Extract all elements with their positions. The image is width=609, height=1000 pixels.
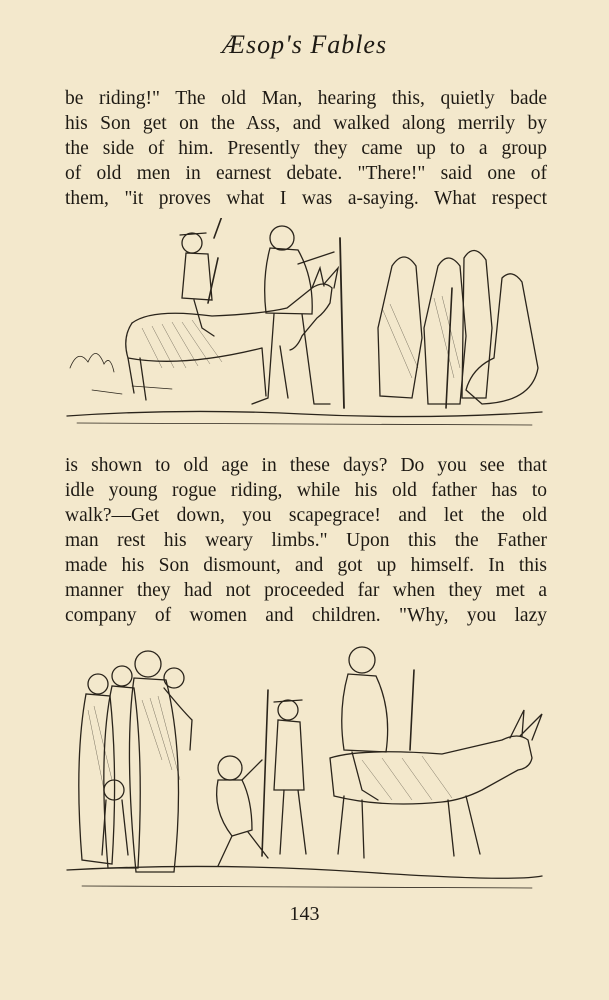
text-line: company of women and children. "Why, you lazy (65, 605, 547, 626)
text-line: be riding!" The old Man, hearing this, quietly bade (65, 88, 547, 109)
text-block-middle (65, 453, 547, 628)
page-number: 143 (289, 903, 320, 925)
text-line: made his Son dismount, and got up himself. In this (65, 555, 547, 576)
text-line: the side of him. Presently they came up to a group (65, 138, 547, 159)
text-line: walk?—Get down, you scapegrace! and let the old (65, 505, 547, 526)
text-line: idle young rogue riding, while his old father has to (65, 480, 547, 501)
illustration-father-riding-women (62, 640, 547, 898)
text-line: manner they had not proceeded far when they met a (65, 580, 547, 601)
text-line: them, "it proves what I was a-saying. What respect (65, 188, 547, 209)
text-line: is shown to old age in these days? Do you see that (65, 455, 547, 476)
text-line: man rest his weary limbs." Upon this the Father (65, 530, 547, 551)
text-line: of old men in earnest debate. "There!" said one of (65, 163, 547, 184)
illustration-son-riding-old-men (62, 218, 547, 436)
running-head: Æsop's Fables (221, 30, 388, 59)
text-block-top (65, 86, 547, 211)
text-line: his Son get on the Ass, and walked along merrily by (65, 113, 547, 134)
